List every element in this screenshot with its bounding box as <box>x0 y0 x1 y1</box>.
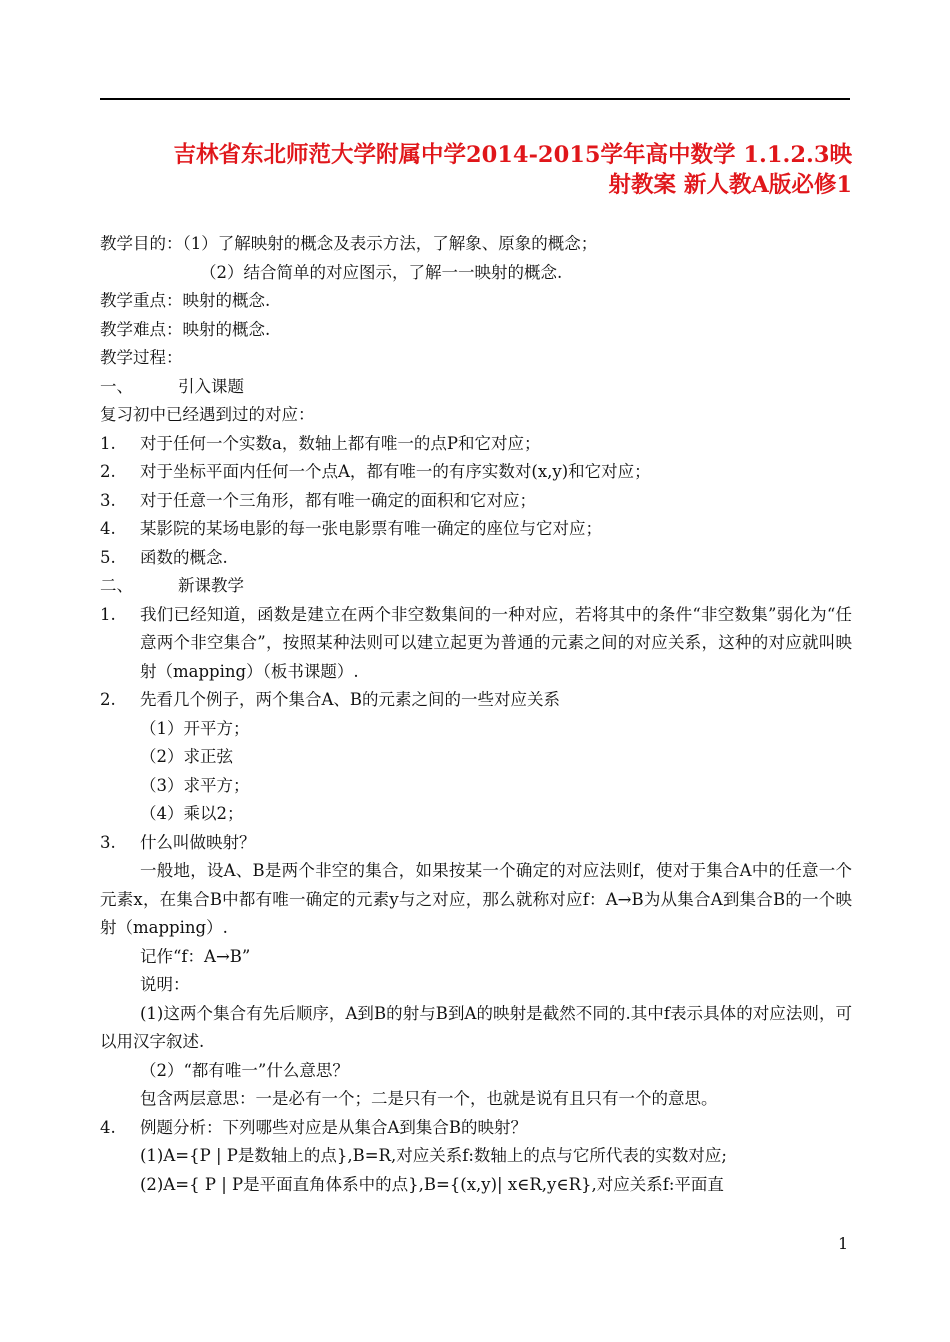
section-2-number: 二、 <box>100 576 133 595</box>
goal-line-2: （2）结合简单的对应图示，了解一一映射的概念. <box>200 262 563 282</box>
explain-label: 说明： <box>140 975 190 994</box>
section-1-number: 一、 <box>100 376 133 396</box>
new-lesson-item-1 <box>100 601 852 687</box>
section-1-title: 引入课题 <box>178 376 244 396</box>
goal-1: （1）了解映射的概念及表示方法，了解象、原象的概念； <box>182 234 598 253</box>
explain-point-3: 包含两层意思：一是必有一个；二是只有一个，也就是说有且只有一个的意思。 <box>140 1089 718 1108</box>
example-item: （3）求平方； <box>140 775 250 795</box>
goal-line-1 <box>100 230 852 259</box>
review-item-number: 4. <box>100 519 116 538</box>
item-4-number: 4. <box>100 1117 116 1137</box>
item-2-text: 先看几个例子，两个集合A、B的元素之间的一些对应关系 <box>140 690 561 709</box>
review-item-number: 5. <box>100 547 116 567</box>
header-rule <box>100 98 850 100</box>
title-line-1: 吉林省东北师范大学附属中学2014-2015学年高中数学 1.1.2.3映 <box>173 142 852 168</box>
document-body <box>100 230 852 1199</box>
review-item <box>100 544 852 573</box>
explain-point-2: （2）“都有唯一”什么意思？ <box>140 1060 349 1080</box>
item-3-number: 3. <box>100 832 116 852</box>
new-lesson-item-4 <box>100 1114 852 1143</box>
section-2-title: 新课教学 <box>178 576 244 595</box>
goal-label: 教学目的： <box>100 234 183 253</box>
example-item: （2）求正弦 <box>140 747 233 766</box>
example-item: （1）开平方； <box>140 718 250 738</box>
review-item-number: 1. <box>100 433 116 453</box>
review-item-text: 函数的概念. <box>140 547 228 567</box>
review-item <box>100 430 852 459</box>
mapping-definition: 一般地，设A、B是两个非空的集合，如果按某一个确定的对应法则f，使对于集合A中的任意一个元素x，在集合B中都有唯一确定的元素y与之对应，那么就称对应f：A→B为从集合A到集合B的一个映射（mapping）. <box>100 861 852 937</box>
process-line: 教学过程： <box>100 348 183 367</box>
example-case-1: (1)A={P | P是数轴上的点},B=R,对应关系f:数轴上的点与它所代表的实数对应; <box>140 1146 727 1165</box>
new-lesson-item-2 <box>100 686 852 715</box>
item-1-text: 我们已经知道，函数是建立在两个非空数集间的一种对应，若将其中的条件“非空数集”弱化为“任意两个非空集合”，按照某种法则可以建立起更为普通的元素之间的对应关系，这种的对应就叫映射（mapping）（板书课题）. <box>140 604 852 681</box>
review-item-text: 对于任意一个三角形，都有唯一确定的面积和它对应； <box>140 490 536 510</box>
document-title <box>100 140 852 200</box>
item-3-text: 什么叫做映射？ <box>140 832 256 852</box>
example-item: （4）乘以2； <box>140 804 244 823</box>
title-line-2: 射教案 新人教A版必修1 <box>608 172 852 198</box>
notation-line: 记作“f：A→B” <box>140 946 251 966</box>
review-item <box>100 487 852 516</box>
item-2-number: 2. <box>100 690 116 709</box>
review-item-text: 对于任何一个实数a，数轴上都有唯一的点P和它对应； <box>140 433 541 453</box>
page-number: 1 <box>838 1234 849 1253</box>
item-1-number: 1. <box>100 604 116 624</box>
review-item <box>100 458 852 487</box>
section-1-heading <box>100 373 852 402</box>
section-2-heading <box>100 572 852 601</box>
item-4-text: 例题分析：下列哪些对应是从集合A到集合B的映射？ <box>140 1117 528 1137</box>
review-item-text: 某影院的某场电影的每一张电影票有唯一确定的座位与它对应； <box>140 519 602 538</box>
new-lesson-item-3 <box>100 829 852 858</box>
review-item-number: 2. <box>100 462 116 481</box>
explain-point-1: (1)这两个集合有先后顺序，A到B的射与B到A的映射是截然不同的.其中f表示具体的对应法则，可以用汉字叙述. <box>100 1003 852 1051</box>
example-case-2: (2)A={ P | P是平面直角体系中的点},B={(x,y)| x∈R,y∈R},对应关系f:平面直 <box>140 1174 724 1194</box>
review-item <box>100 515 852 544</box>
review-intro: 复习初中已经遇到过的对应： <box>100 405 315 424</box>
review-item-number: 3. <box>100 490 116 510</box>
focus-line: 教学重点：映射的概念. <box>100 291 271 310</box>
review-item-text: 对于坐标平面内任何一个点A，都有唯一的有序实数对(x,y)和它对应； <box>140 462 651 481</box>
difficulty-line: 教学难点：映射的概念. <box>100 319 271 339</box>
